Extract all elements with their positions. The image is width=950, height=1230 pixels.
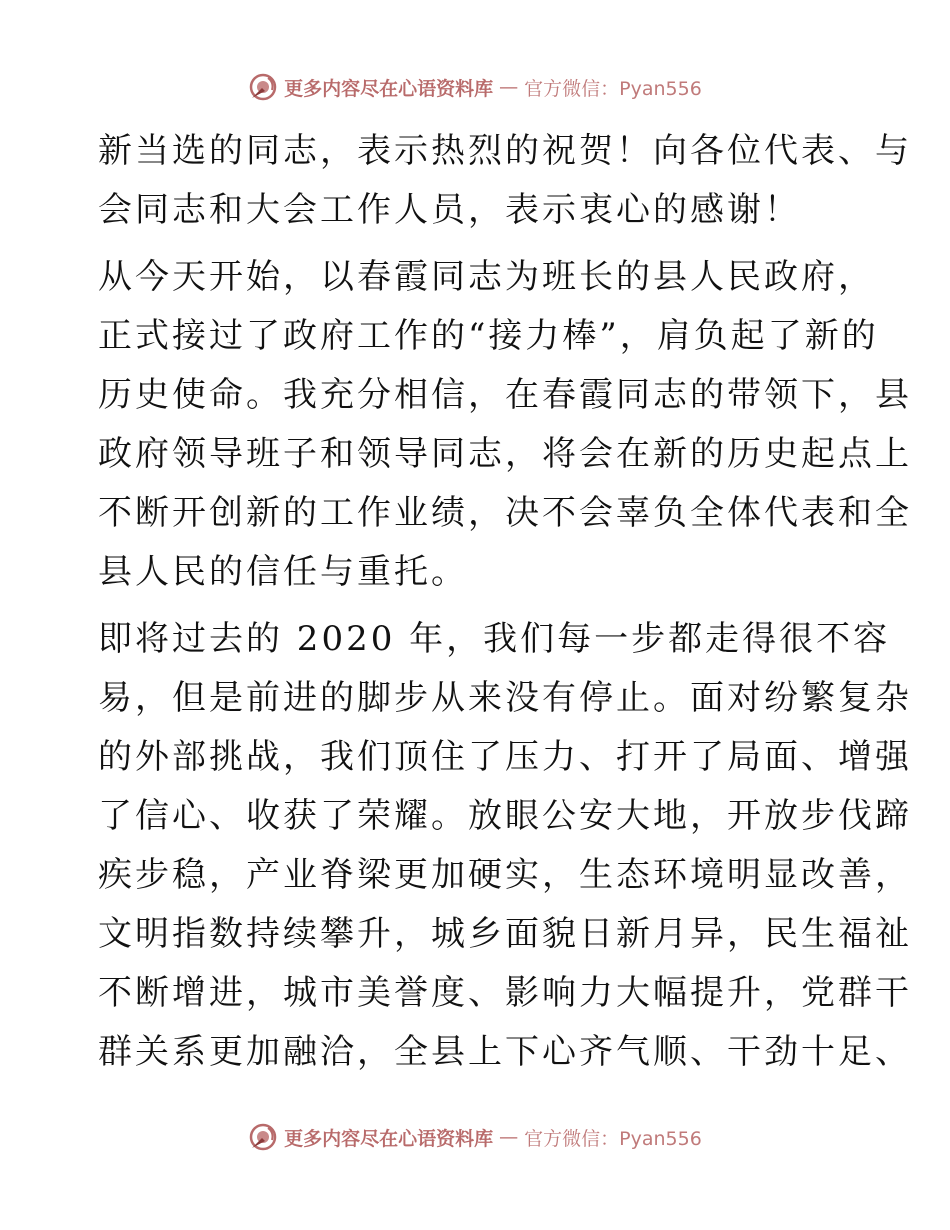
text-line: 文明指数持续攀升，城乡面貌日新月异，民生福祉 — [98, 914, 912, 954]
text-line: 了信心、收获了荣耀。放眼公安大地，开放步伐蹄 — [98, 796, 912, 836]
watermark-contact: 官方微信：Pyan556 — [524, 1127, 702, 1150]
header-watermark — [0, 72, 950, 102]
footer-watermark — [0, 1122, 950, 1152]
text-line: 群关系更加融洽，全县上下心齐气顺、干劲十足、 — [98, 1032, 912, 1072]
paragraph-3 — [98, 610, 912, 1082]
text-line: 从今天开始，以春霞同志为班长的县人民政府， — [98, 257, 875, 297]
text-line: 即将过去的 2020 年，我们每一步都走得很不容 — [98, 619, 891, 659]
watermark-text: 更多内容尽在心语资料库 — [284, 1127, 494, 1150]
text-line: 不断开创新的工作业绩，决不会辜负全体代表和全 — [98, 493, 912, 533]
pen-logo-icon — [248, 72, 278, 102]
text-line: 新当选的同志，表示热烈的祝贺！向各位代表、与 — [98, 131, 912, 171]
text-line: 会同志和大会工作人员，表示衷心的感谢！ — [98, 190, 801, 230]
watermark-text: 更多内容尽在心语资料库 — [284, 77, 494, 100]
document-body — [98, 122, 912, 1090]
text-line: 县人民的信任与重托。 — [98, 552, 468, 592]
text-line: 正式接过了政府工作的“接力棒”，肩负起了新的 — [98, 316, 879, 356]
text-line: 疾步稳，产业脊梁更加硬实，生态环境明显改善， — [98, 855, 912, 895]
text-line: 政府领导班子和领导同志，将会在新的历史起点上 — [98, 434, 912, 474]
pen-logo-icon — [248, 1122, 278, 1152]
paragraph-1 — [98, 122, 912, 240]
text-line: 历史使命。我充分相信，在春霞同志的带领下，县 — [98, 375, 912, 415]
watermark-contact: 官方微信：Pyan556 — [524, 77, 702, 100]
text-line: 的外部挑战，我们顶住了压力、打开了局面、增强 — [98, 737, 912, 777]
text-line: 易，但是前进的脚步从来没有停止。面对纷繁复杂 — [98, 678, 912, 718]
watermark-dash: — — [499, 76, 519, 98]
paragraph-2 — [98, 248, 912, 602]
watermark-dash: — — [499, 1126, 519, 1148]
text-line: 不断增进，城市美誉度、影响力大幅提升，党群干 — [98, 973, 912, 1013]
